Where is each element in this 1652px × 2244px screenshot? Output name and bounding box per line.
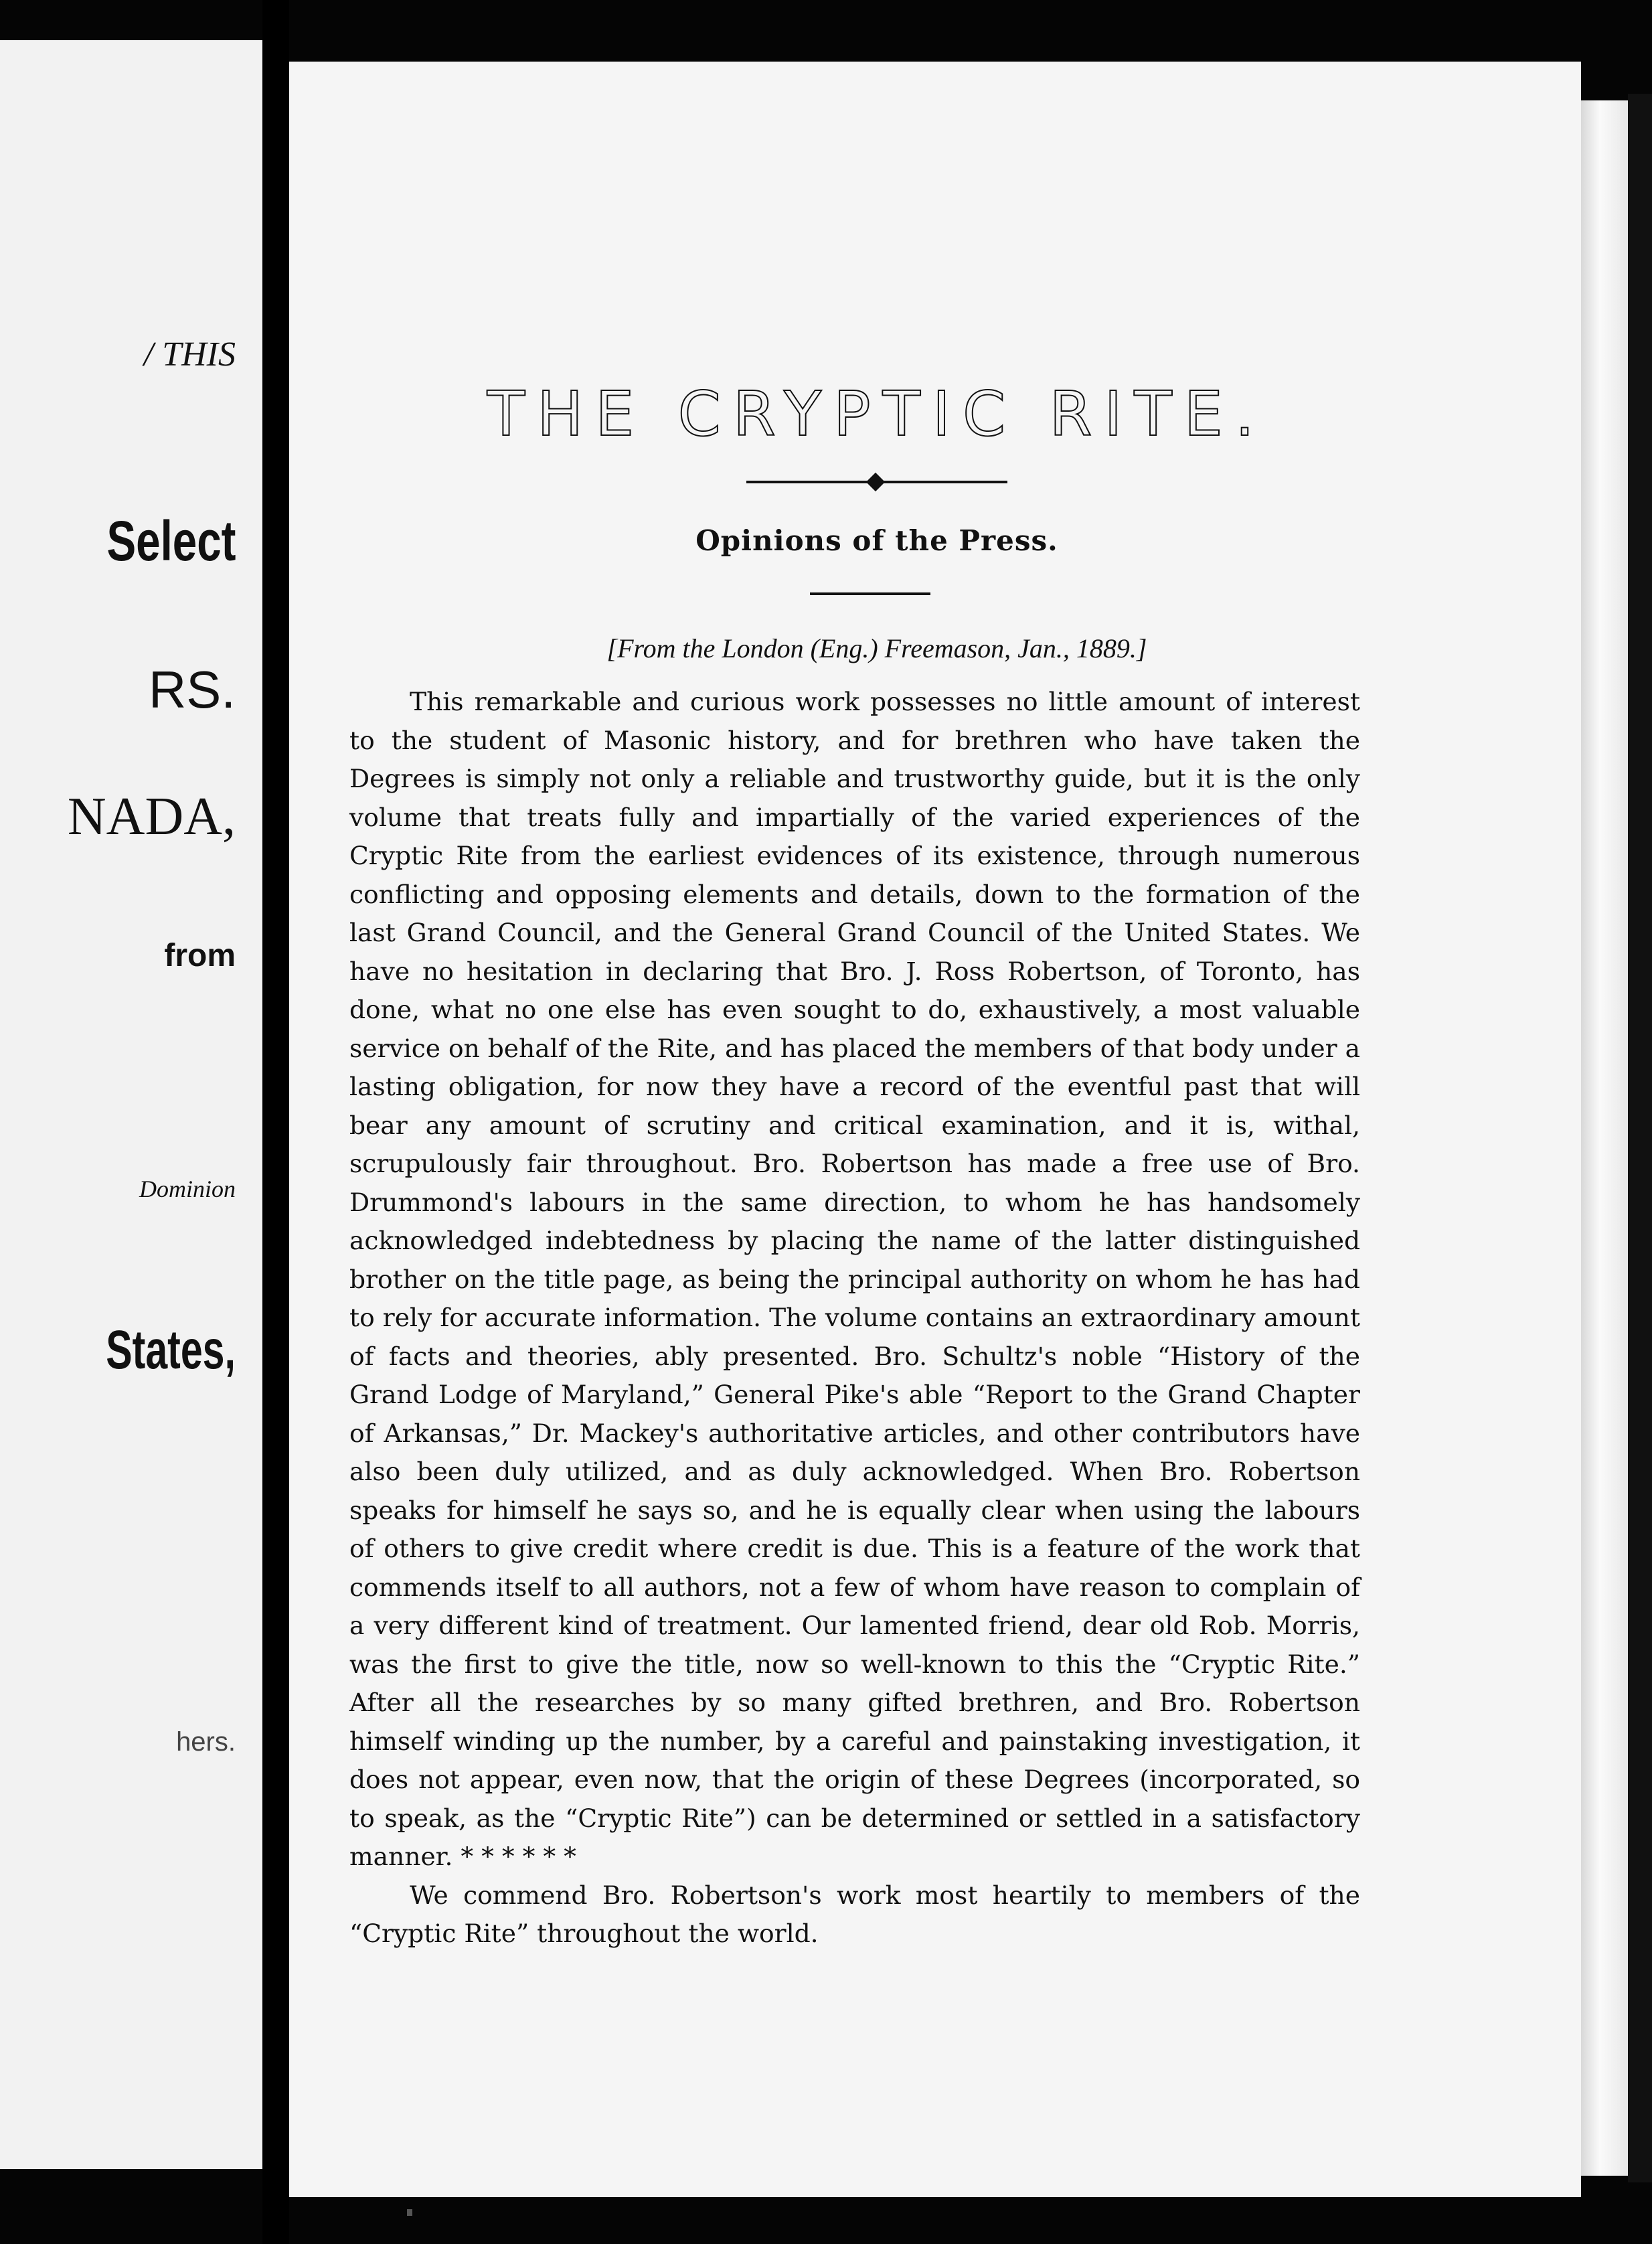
page-title: THE CRYPTIC RITE. [487, 378, 1267, 450]
left-fragment: from [164, 938, 236, 973]
article-body [349, 683, 1360, 1953]
left-fragment: Dominion [139, 1176, 236, 1202]
paragraph: This remarkable and curious work possesses no little amount of interest to the student of Masonic history, and for brethren who have taken the Degrees is simply not only a reliable and trustworthy guide, but it is the only volume that treats fully and impartially of the varied experiences of the Cryptic Rite from the earliest evidences of its existence, through numerous conflicting and opposing elements and details, down to the formation of the last Grand Council, and the General Grand Council of the United States. We have no hesitation in declaring that Bro. J. Ross Robertson, of Toronto, has done, what no one else has even sought to do, exhaustively, a most valuable service on behalf of the Rite, and has placed the members of that body under a lasting obligation, for now they have a record of the eventful past that will bear any amount of scrutiny and critical examination, and it is, withal, scrupulously fair throughout. Bro. Robertson has made a free use of Bro. Drummond's labours in the same direction, to whom he has handsomely acknowledged indebtedness by placing the name of the latter distinguished brother on the title page, as being the principal authority on whom he has had to rely for accurate information. The volume contains an extraordinary amount of facts and theories, ably presented. Bro. Schultz's noble “History of the Grand Lodge of Maryland,” General Pike's able “Report to the Grand Chapter of Arkansas,” Dr. Mackey's authoritative articles, and other contributors have also been duly utilized, and as duly acknowledged. When Bro. Robertson speaks for himself he says so, and he is equally clear when using the labours of others to give credit where credit is due. This is a feature of the work that commends itself to all authors, not a few of whom have reason to complain of a very different kind of treatment. Our lamented friend, dear old Rob. Morris, was the first to give the title, now so well-known to this the “Cryptic Rite.” After all the researches by so many gifted brethren, and Bro. Robertson himself winding up the number, by a careful and painstaking investigation, it does not appear, even now, that the origin of these Degrees (incorporated, so to speak, as the “Cryptic Rite”) can be determined or settled in a satisfactory manner. * * * * * * [349, 687, 1360, 1871]
left-fragment: / THIS [143, 335, 236, 374]
left-fragment: RS. [148, 660, 236, 719]
paragraph: We commend Bro. Robertson's work most heartily to members of the “Cryptic Rite” throughout the world. [349, 1880, 1360, 1948]
left-fragment: States, [106, 1319, 236, 1380]
section-subtitle: Opinions of the Press. [695, 524, 1058, 557]
left-fragment: hers. [176, 1727, 236, 1757]
page-edge-shadow [1628, 94, 1652, 2182]
divider-rule [810, 592, 930, 595]
left-fragment: NADA, [67, 787, 236, 846]
book-gutter [262, 0, 289, 2244]
left-fragment: Select [106, 509, 236, 572]
left-page [0, 40, 262, 2169]
page-edge [1581, 100, 1628, 2176]
page-speck [407, 2209, 412, 2216]
source-citation: [From the London (Eng.) Freemason, Jan., 1889.] [606, 633, 1147, 663]
ornamental-rule [746, 481, 1007, 483]
